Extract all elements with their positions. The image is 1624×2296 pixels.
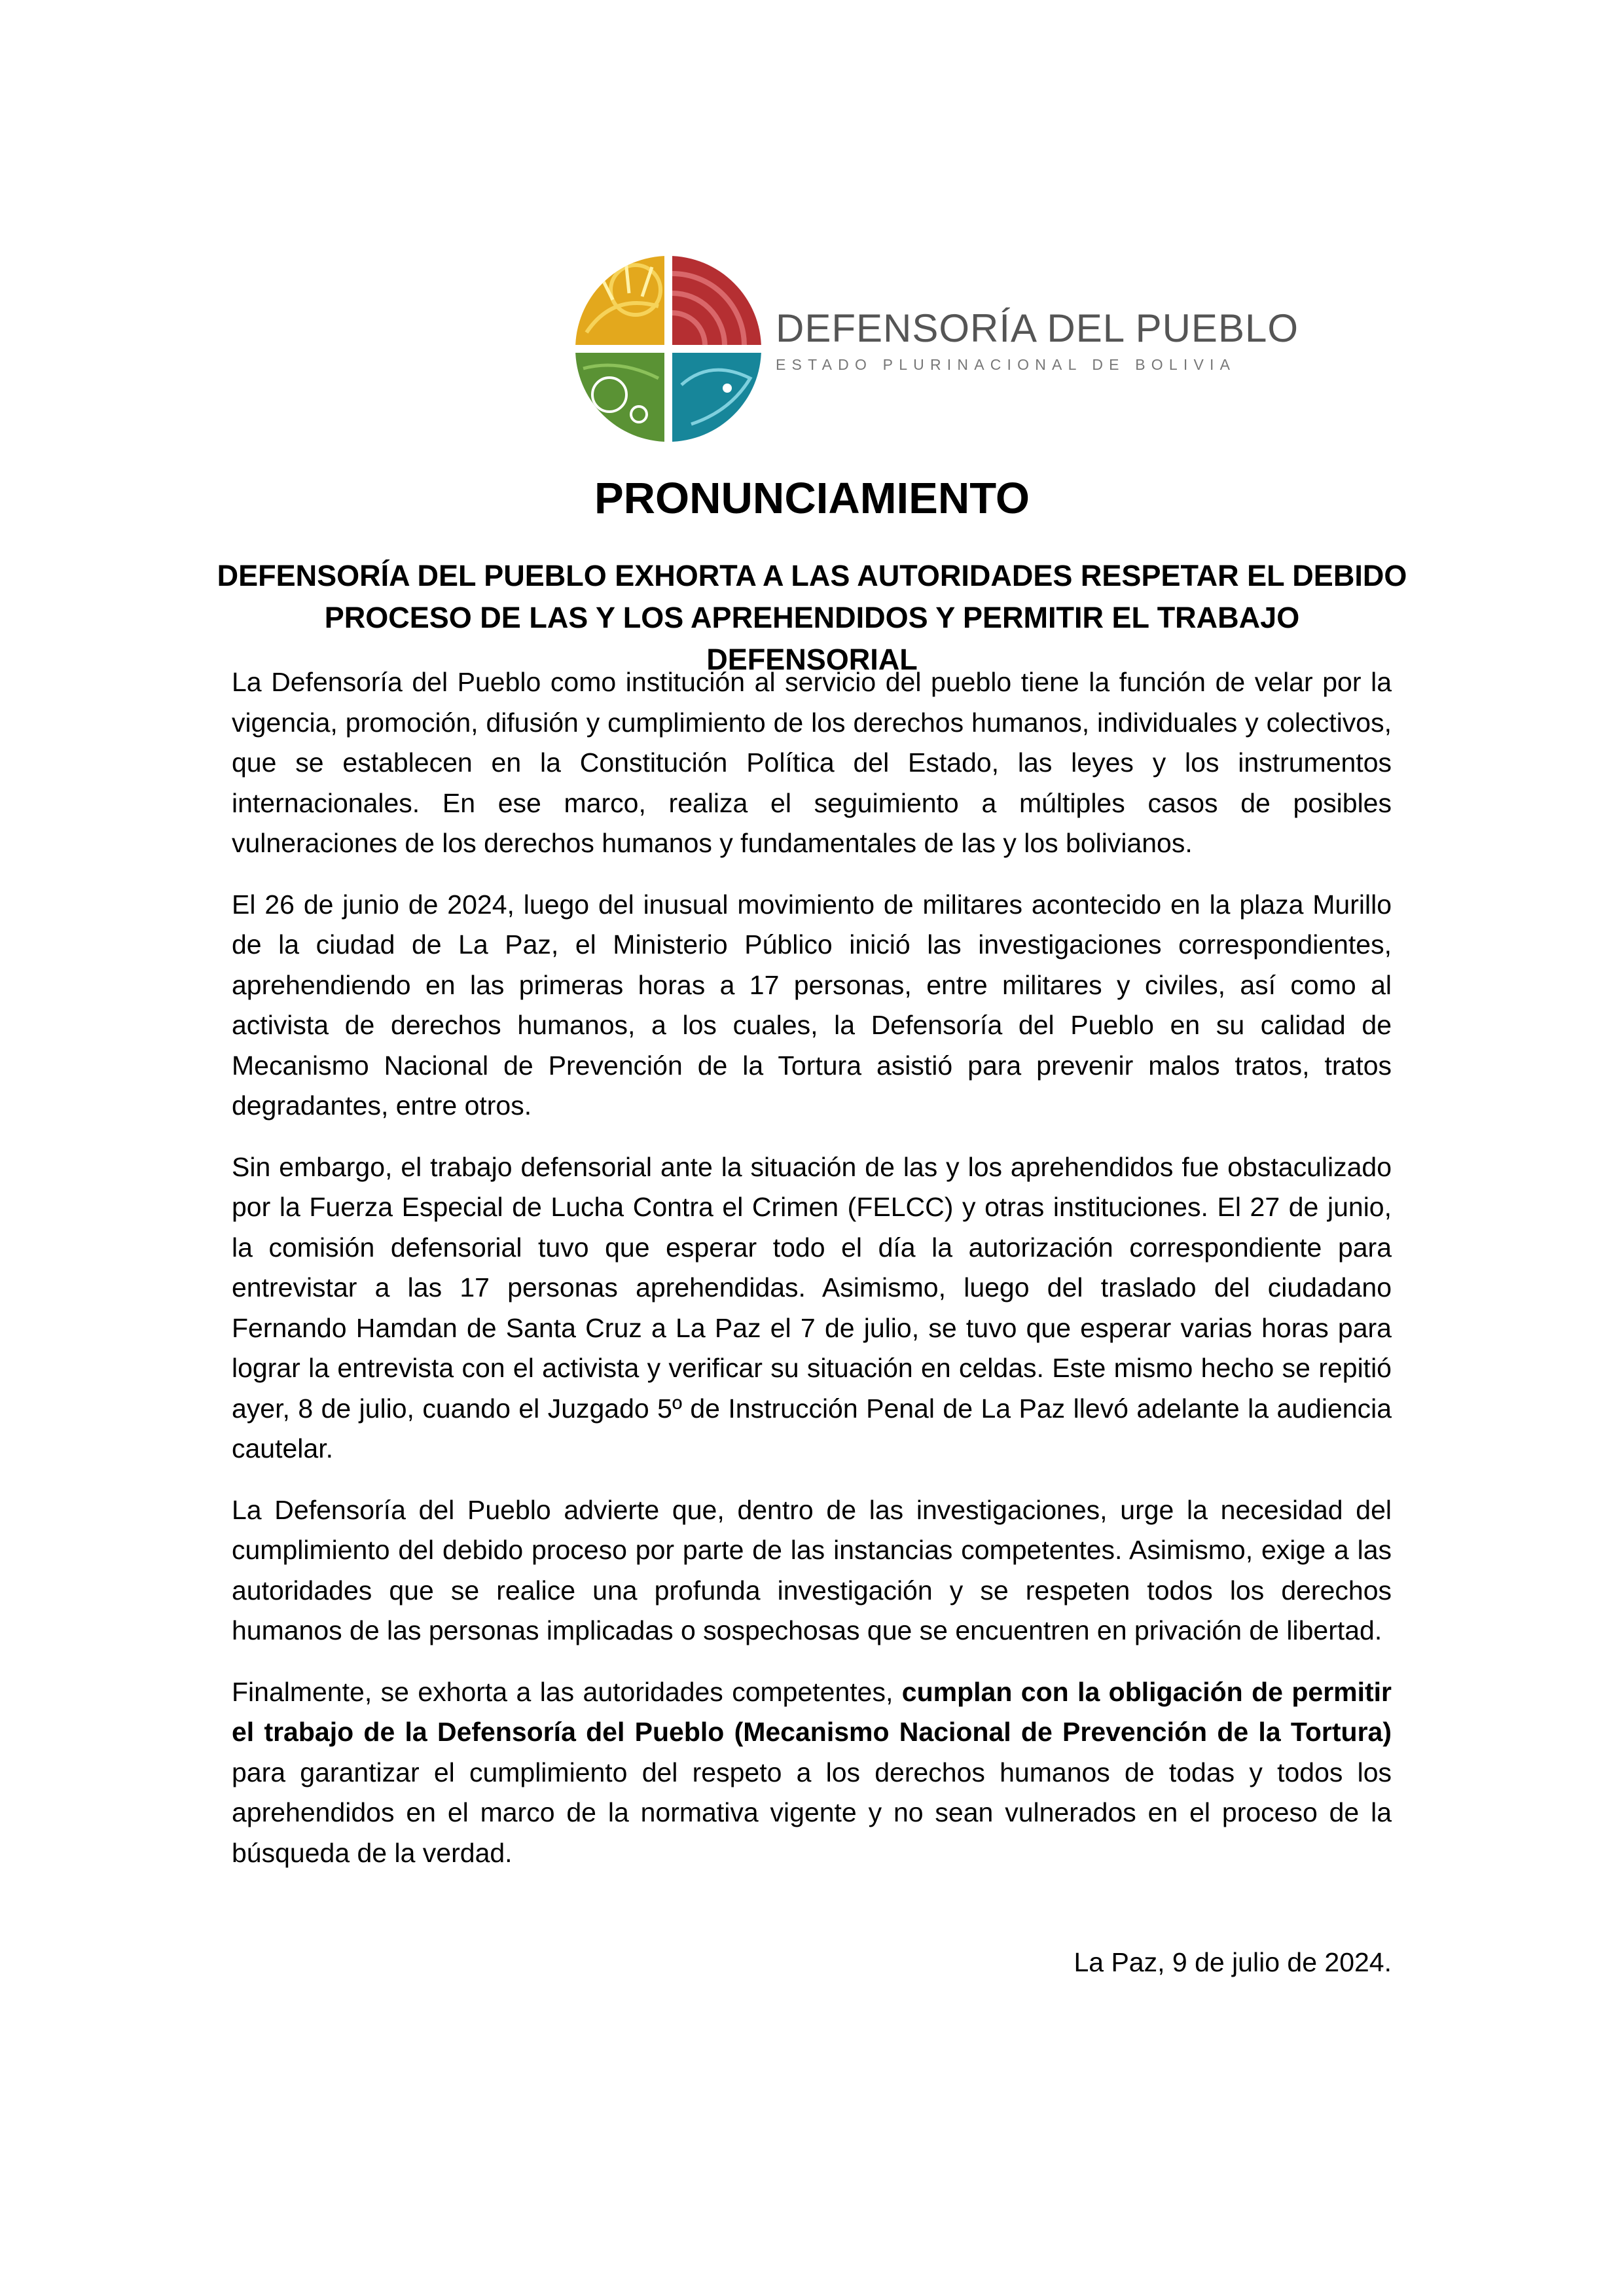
place-date: La Paz, 9 de julio de 2024.	[1074, 1947, 1392, 1977]
final-paragraph-intro: Finalmente, se exhorta a las autoridades competentes,	[232, 1676, 902, 1707]
final-paragraph-emphasis: cumplan con la obligación de permitir el trabajo de la Defensoría del Pueblo (Mecanismo Nacional de Prevención de la Tortura)	[232, 1676, 1392, 1747]
defensoria-emblem-icon	[573, 254, 763, 444]
document-title: PRONUNCIAMIENTO	[594, 474, 1030, 523]
paragraph: Sin embargo, el trabajo defensorial ante la situación de las y los aprehendidos fue obstaculizado por la Fuerza Especial de Lucha Contra el Crimen (FELCC) y otras instituciones. El 27 de junio, la comisión defensorial tuvo que esperar todo el día la autorización correspondiente para entrevistar a las 17 personas aprehendidas. Asimismo, luego del traslado del ciudadano Fernando Hamdan de Santa Cruz a La Paz el 7 de julio, se tuvo que esperar varias horas para lograr la entrevista con el activista y verificar su situación en celdas. Este mismo hecho se repitió ayer, 8 de julio, cuando el Juzgado 5º de Instrucción Penal de La Paz llevó adelante la audiencia cautelar.	[232, 1151, 1392, 1463]
document-subtitle: DEFENSORÍA DEL PUEBLO EXHORTA A LAS AUTORIDADES RESPETAR EL DEBIDO PROCESO DE LAS Y LOS APREHENDIDOS Y PERMITIR EL TRABAJO DEFENSORIAL	[217, 559, 1407, 676]
org-name: DEFENSORÍA DEL PUEBLO	[776, 306, 1299, 350]
paragraph: El 26 de junio de 2024, luego del inusual movimiento de militares acontecido en la plaza Murillo de la ciudad de La Paz, el Ministerio Público inició las investigaciones correspondientes, aprehendiendo en las primeras horas a 17 personas, entre militares y civiles, así como al activista de derechos humanos, a los cuales, la Defensoría del Pueblo en su calidad de Mecanismo Nacional de Prevención de la Tortura asistió para prevenir malos tratos, tratos degradantes, entre otros.	[232, 889, 1392, 1121]
paragraph: La Defensoría del Pueblo advierte que, dentro de las investigaciones, urge la necesidad del cumplimiento del debido proceso por parte de las instancias competentes. Asimismo, exige a las autoridades que se realice una profunda investigación y se respeten todos los derechos humanos de las personas implicadas o sospechosas que se encuentren en privación de libertad.	[232, 1494, 1392, 1645]
header-logo	[563, 249, 1299, 445]
final-paragraph-outro: para garantizar el cumplimiento del respeto a los derechos humanos de todas y todos los aprehendidos en el marco de la normativa vigente y no sean vulnerados en el proceso de la búsqueda de la verdad.	[232, 1757, 1392, 1868]
paragraph: La Defensoría del Pueblo como institución al servicio del pueblo tiene la función de velar por la vigencia, promoción, difusión y cumplimiento de los derechos humanos, individuales y colectivos, que se establecen en la Constitución Política del Estado, las leyes y los instrumentos internacionales. En ese marco, realiza el seguimiento a múltiples casos de posibles vulneraciones de los derechos humanos y fundamentales de las y los bolivianos.	[232, 667, 1392, 858]
document-body	[232, 662, 1392, 1894]
final-paragraph	[232, 1672, 1392, 1874]
org-subtitle: ESTADO PLURINACIONAL DE BOLIVIA	[776, 356, 1236, 373]
logo-text	[776, 306, 1299, 373]
